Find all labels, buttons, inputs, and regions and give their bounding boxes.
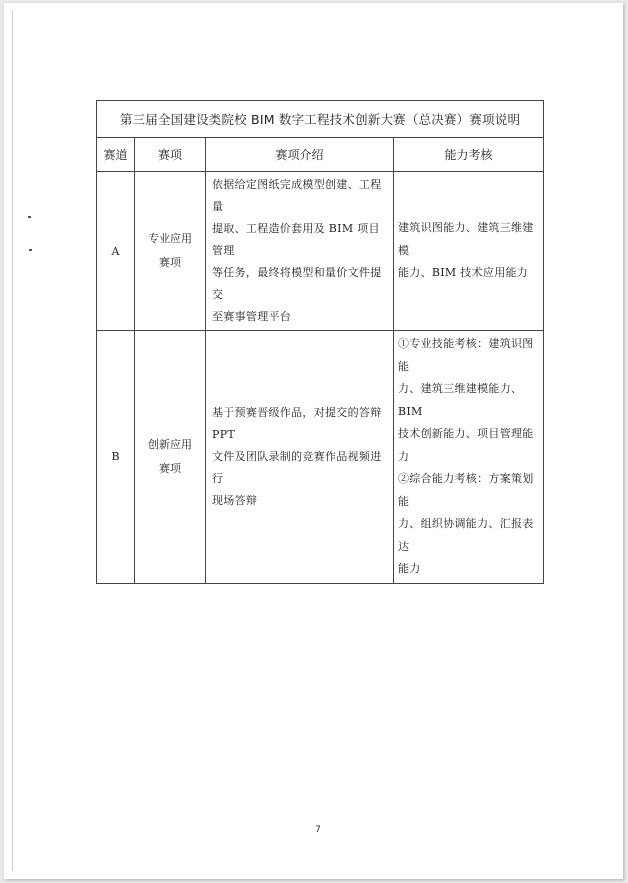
scan-speck xyxy=(29,249,32,251)
event-line: 专业应用 xyxy=(148,232,192,245)
ability-line: 力、建筑三维建模能力、BIM xyxy=(398,382,523,418)
ability-line: 技术创新能力、项目管理能力 xyxy=(398,427,534,463)
table-row xyxy=(97,331,544,584)
ability-line: 能力、BIM 技术应用能力 xyxy=(398,266,529,280)
table-row xyxy=(97,172,544,331)
intro-line: 基于预赛晋级作品，对提交的答辩 PPT xyxy=(212,405,382,441)
scan-speck xyxy=(28,216,31,218)
document-page xyxy=(4,3,623,879)
column-header-ability: 能力考核 xyxy=(394,138,544,172)
ability-cell xyxy=(394,172,544,331)
intro-line: 提取、工程造价套用及 BIM 项目管理 xyxy=(212,222,380,257)
intro-line: 依据给定图纸完成模型创建、工程量 xyxy=(212,178,382,213)
page-number: 7 xyxy=(315,825,321,835)
intro-cell xyxy=(206,172,394,331)
ability-line: 力、组织协调能力、汇报表达 xyxy=(398,517,534,553)
event-line: 赛项 xyxy=(159,256,181,269)
intro-line: 文件及团队录制的竞赛作品视频进行 xyxy=(212,449,382,485)
table-header-row xyxy=(97,138,544,172)
track-cell: B xyxy=(97,331,135,584)
ability-line: 能力 xyxy=(398,562,421,575)
ability-line: 建筑识图能力、建筑三维建模 xyxy=(398,221,534,257)
column-header-event: 赛项 xyxy=(135,138,206,172)
event-cell xyxy=(135,172,206,331)
intro-cell xyxy=(206,331,394,584)
event-line: 赛项 xyxy=(159,461,181,475)
intro-line: 至赛事管理平台 xyxy=(212,310,292,323)
ability-line: ②综合能力考核：方案策划能 xyxy=(398,472,534,508)
table-title: 第三届全国建设类院校 BIM 数字工程技术创新大赛（总决赛）赛项说明 xyxy=(97,101,544,138)
event-cell xyxy=(135,331,206,584)
track-cell: A xyxy=(97,172,135,331)
ability-line: ①专业技能考核：建筑识图能 xyxy=(398,337,534,373)
ability-cell xyxy=(394,331,544,584)
event-line: 创新应用 xyxy=(148,437,192,451)
column-header-track: 赛道 xyxy=(97,138,135,172)
column-header-intro: 赛项介绍 xyxy=(206,138,394,172)
event-table xyxy=(96,100,544,584)
intro-line: 现场答辩 xyxy=(212,493,258,507)
intro-line: 等任务，最终将模型和量价文件提交 xyxy=(212,266,382,301)
